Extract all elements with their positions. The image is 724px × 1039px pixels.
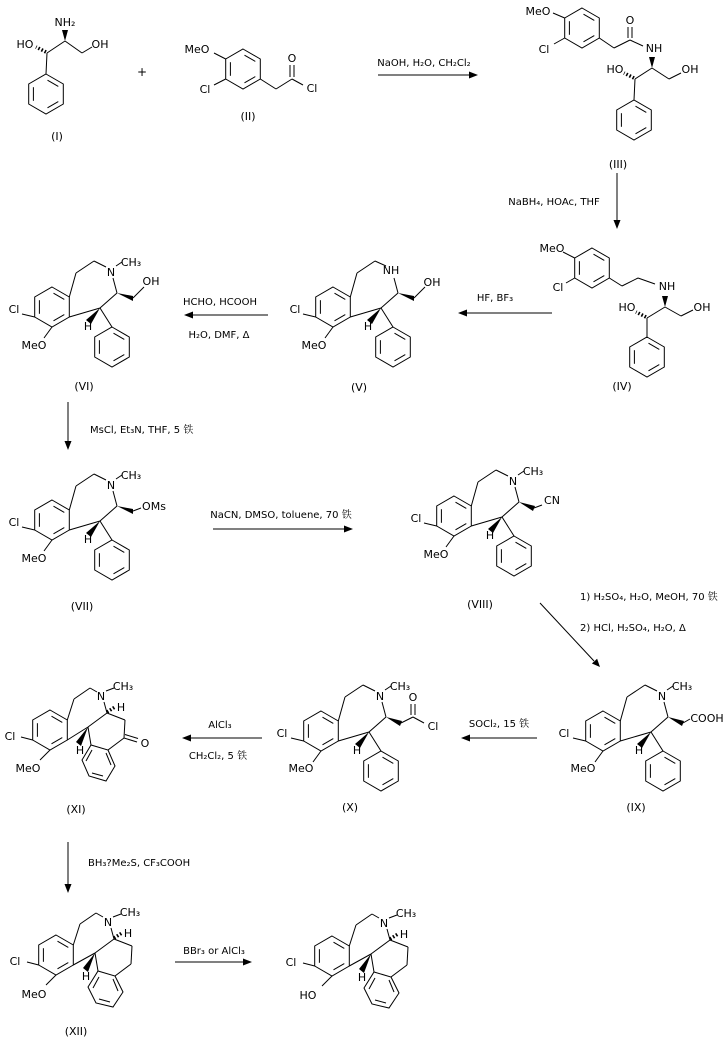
atom-label-cn: CN: [544, 494, 560, 507]
atom-label-n: N: [106, 266, 116, 279]
arrow-step-3: [458, 293, 552, 317]
conditions-step-6: NaCN, DMSO, toluene, 70 铁: [210, 510, 352, 521]
conditions-step-4-line2: H₂O, DMF, Δ: [188, 330, 250, 341]
structure-I: [17, 16, 109, 143]
atom-label-cl: Cl: [410, 512, 422, 525]
atom-label-h: H: [485, 529, 495, 542]
atom-label-oh: OH: [693, 301, 711, 314]
atom-label-cl: Cl: [276, 727, 288, 740]
atom-label-cl: Cl: [8, 516, 20, 529]
atom-label-cl: Cl: [9, 955, 21, 968]
atom-label-ch3: CH₃: [120, 469, 142, 482]
atom-label-ch3: CH₃: [671, 680, 693, 693]
structure-IX: [559, 680, 724, 814]
atom-label-cl: Cl: [4, 730, 16, 743]
structure-X: [277, 680, 439, 814]
atom-label-ho: HO: [16, 38, 34, 51]
atom-label-oms: OMs: [142, 500, 166, 513]
atom-label-meo: MeO: [423, 548, 449, 561]
atom-label-meo: MeO: [301, 339, 327, 352]
atom-label-oh: OH: [142, 275, 160, 288]
atom-label-ho: HO: [606, 63, 624, 76]
atom-label-h-top: H: [399, 928, 409, 941]
compound-label-I: (I): [51, 130, 63, 143]
atom-label-h-bottom: H: [357, 971, 367, 984]
compound-label-VII: (VII): [70, 600, 94, 613]
atom-label-n: N: [379, 917, 389, 930]
atom-label-meo: MeO: [184, 43, 210, 56]
conditions-step-11: BBr₃ or AlCl₃: [183, 946, 245, 957]
atom-label-n: N: [103, 916, 113, 929]
atom-label-meo: MeO: [21, 988, 47, 1001]
atom-label-h: H: [634, 744, 644, 757]
arrow-step-4: [183, 297, 268, 341]
atom-label-meo: MeO: [570, 762, 596, 775]
atom-label-h-bottom: H: [75, 744, 85, 757]
conditions-step-1: NaOH, H₂O, CH₂Cl₂: [377, 58, 471, 69]
compound-label-XI: (XI): [66, 803, 86, 816]
conditions-step-10: BH₃?Me₂S, CF₃COOH: [88, 858, 191, 869]
conditions-step-8: SOCl₂, 15 铁: [468, 719, 530, 730]
atom-label-h-bottom: H: [81, 970, 91, 983]
atom-label-h-top: H: [123, 927, 133, 940]
compound-label-X: (X): [341, 801, 359, 814]
structure-VIII: [411, 465, 560, 611]
atom-label-meo: MeO: [21, 552, 47, 565]
atom-label-nh: NH: [382, 264, 400, 277]
atom-label-n: N: [96, 690, 106, 703]
structure-XI: [5, 680, 150, 816]
atom-label-cl: Cl: [558, 727, 570, 740]
compound-label-II: (II): [240, 110, 256, 123]
conditions-step-3: HF, BF₃: [476, 293, 514, 304]
atom-label-cl: Cl: [289, 303, 301, 316]
atom-label-n: N: [375, 690, 385, 703]
arrow-step-6: [210, 508, 353, 533]
compound-label-IV: (IV): [612, 380, 632, 393]
structure-VII: [9, 469, 167, 613]
conditions-step-9-line2: CH₂Cl₂, 5 铁: [188, 751, 248, 762]
atom-label-ch3: CH₃: [395, 907, 417, 920]
atom-label-oh: OH: [423, 276, 441, 289]
atom-label-cl: Cl: [8, 303, 20, 316]
atom-label-h: H: [83, 533, 93, 546]
conditions-step-2: NaBH₄, HOAc, THF: [508, 197, 600, 208]
atom-label-oh: OH: [681, 63, 699, 76]
conditions-step-7-line1: 1) H₂SO₄, H₂O, MeOH, 70 铁: [580, 592, 718, 603]
atom-label-meo: MeO: [288, 762, 314, 775]
compound-label-XII: (XII): [64, 1025, 88, 1038]
structure-V: [290, 261, 441, 394]
atom-label-ho: HO: [618, 301, 636, 314]
atom-label-meo: MeO: [15, 762, 41, 775]
atom-label-n: N: [657, 690, 667, 703]
atom-label-h: H: [83, 320, 93, 333]
atom-label-cl: Cl: [285, 956, 297, 969]
atom-label-n: N: [508, 475, 518, 488]
conditions-step-5: MsCl, Et₃N, THF, 5 铁: [90, 425, 194, 436]
structure-XII: [10, 906, 141, 1038]
atom-label-ch3: CH₃: [389, 680, 411, 693]
arrow-step-1: [377, 58, 478, 79]
conditions-step-4-line1: HCHO, HCOOH: [182, 297, 258, 308]
atom-label-nh2: NH₂: [54, 16, 76, 29]
atom-label-o: O: [140, 737, 150, 750]
atom-label-nh: NH: [658, 280, 676, 293]
atom-label-h: H: [363, 320, 373, 333]
atom-label-cl: Cl: [538, 43, 550, 56]
atom-label-ch3: CH₃: [120, 256, 142, 269]
atom-label-h: H: [352, 744, 362, 757]
compound-label-III: (III): [608, 158, 628, 171]
arrow-step-11: [175, 946, 252, 966]
compound-label-V: (V): [350, 381, 368, 394]
arrow-step-7: [540, 590, 718, 667]
atom-label-meo: MeO: [525, 5, 551, 18]
atom-label-cl-acyl: Cl: [427, 720, 439, 733]
atom-label-meo: MeO: [539, 242, 565, 255]
structure-II: [185, 43, 318, 123]
arrow-step-5: [65, 402, 194, 450]
atom-label-oh: OH: [91, 38, 109, 51]
arrow-step-9: [182, 720, 262, 762]
conditions-step-7-line2: 2) HCl, H₂SO₄, H₂O, Δ: [580, 623, 686, 634]
atom-label-cl: Cl: [552, 281, 564, 294]
structure-IV: [540, 242, 711, 393]
atom-label-ch3: CH₃: [522, 465, 544, 478]
atom-label-n: N: [106, 479, 116, 492]
structure-VI: [9, 256, 160, 393]
atom-label-o: O: [625, 14, 635, 27]
atom-label-h-top: H: [116, 701, 126, 714]
atom-label-ch3: CH₃: [112, 680, 134, 693]
atom-label-ho: HO: [299, 989, 317, 1002]
atom-label-cooh: COOH: [690, 712, 724, 725]
atom-label-o: O: [287, 52, 297, 65]
arrow-step-2: [508, 173, 620, 229]
conditions-step-9-line1: AlCl₃: [208, 720, 232, 731]
arrow-step-10: [65, 842, 191, 893]
atom-label-nh: NH: [645, 42, 663, 55]
atom-label-meo: MeO: [21, 339, 47, 352]
structure-III: [526, 5, 699, 171]
arrow-step-8: [461, 717, 537, 742]
compound-label-IX: (IX): [626, 801, 646, 814]
atom-label-cl-acyl: Cl: [306, 82, 318, 95]
atom-label-cl: Cl: [199, 83, 211, 96]
atom-label-o: O: [408, 691, 418, 704]
compound-label-VI: (VI): [74, 380, 94, 393]
compound-label-VIII: (VIII): [467, 598, 493, 611]
structure-final-product: [286, 907, 417, 1008]
atom-label-ch3: CH₃: [119, 906, 141, 919]
plus-sign: +: [136, 65, 148, 79]
